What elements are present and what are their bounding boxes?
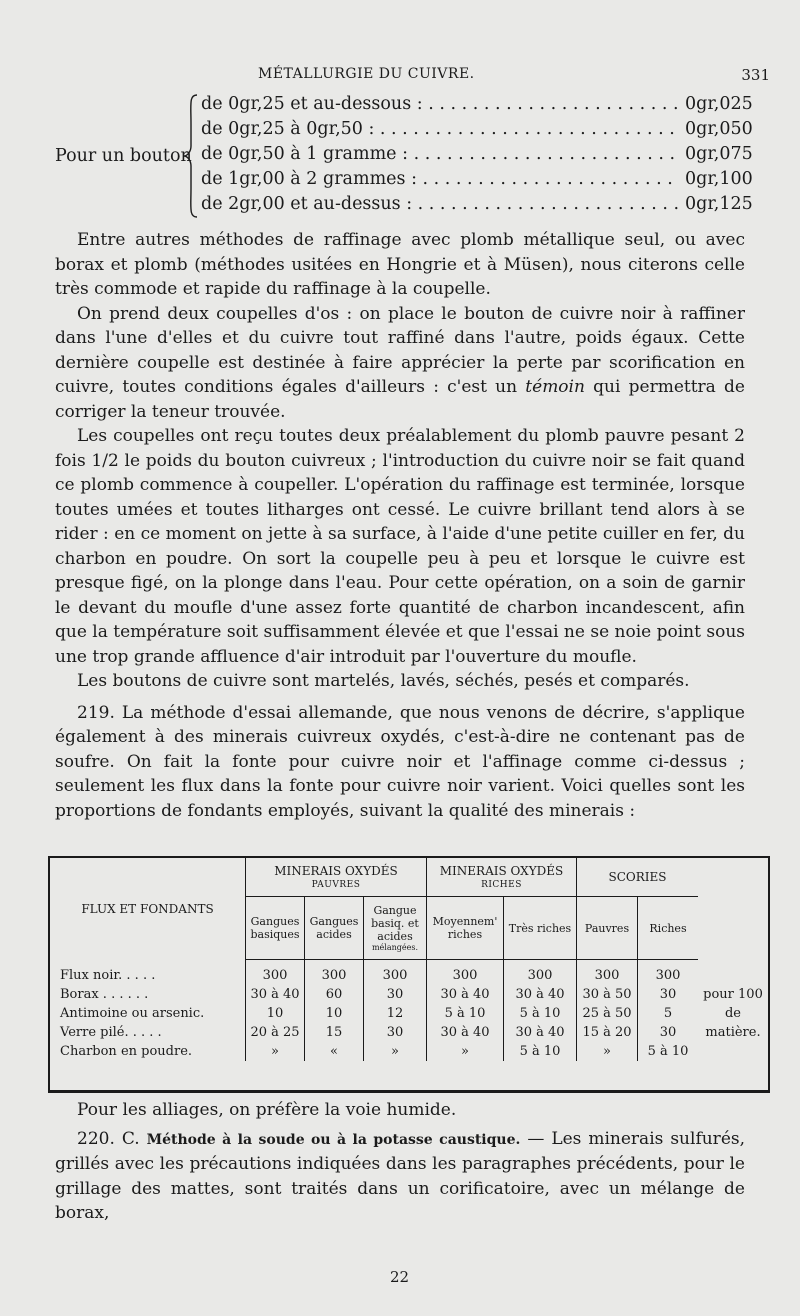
column-header-flux: FLUX ET FONDANTS	[81, 901, 214, 916]
table-row	[50, 1004, 768, 1023]
tariff-label: Pour un bouton	[55, 146, 192, 166]
running-header	[0, 66, 800, 86]
table-cell: 300	[364, 960, 427, 986]
subheader: Moyennem' riches	[427, 897, 504, 960]
paragraph: Pour les alliages, on préfère la voie humide.	[77, 1100, 457, 1120]
subheader: Gangue basiq. et acides mélangées.	[364, 897, 427, 960]
tariff-amount: 0gr,100	[679, 167, 761, 192]
subheader: Très riches	[504, 897, 577, 960]
left-brace-icon	[183, 94, 199, 218]
running-title: MÉTALLURGIE DU CUIVRE.	[258, 66, 475, 82]
table-cell: 300	[577, 960, 638, 986]
subheader: Gangues acides	[305, 897, 364, 960]
table-cell: 60	[305, 985, 364, 1004]
group-header-rich-ores: MINERAIS OXYDÉS RICHES	[427, 858, 577, 897]
table-cell: 30 à 40	[504, 985, 577, 1004]
signature-mark: 22	[390, 1268, 410, 1286]
tariff-rows	[201, 92, 761, 217]
table-cell: 10	[246, 1004, 305, 1023]
table-cell: 30	[638, 1023, 699, 1042]
paragraph: Entre autres méthodes de raffinage avec plomb métallique seul, ou avec borax et plomb (méthodes usitées en Hongrie et à Müsen), nous citerons celle très commode et rapide du raffinage à la coupelle.	[55, 230, 745, 299]
table-cell: 300	[427, 960, 504, 986]
tariff-condition: de 2gr,00 et au-dessus : . . . . . . . . . . . . . . . . . . . . . . . . . . . .	[201, 192, 679, 217]
table-cell: 5	[638, 1004, 699, 1023]
table-cell: »	[427, 1042, 504, 1061]
tariff-row	[201, 167, 761, 192]
table-cell: »	[246, 1042, 305, 1061]
table-cell: 30 à 40	[246, 985, 305, 1004]
note-header	[698, 858, 768, 960]
paragraph: Les boutons de cuivre sont martelés, lavés, séchés, pesés et comparés.	[77, 671, 690, 691]
table-row	[50, 960, 768, 986]
row-label: Charbon en poudre.	[60, 1044, 193, 1059]
group-header-scories: SCORIES	[577, 858, 699, 897]
tariff-amount: 0gr,125	[679, 192, 761, 217]
table-cell: 25 à 50	[577, 1004, 638, 1023]
table-cell: 5 à 10	[638, 1042, 699, 1061]
table-cell: «	[305, 1042, 364, 1061]
table-cell: »	[577, 1042, 638, 1061]
tariff-condition: de 1gr,00 à 2 grammes : . . . . . . . . . . . . . . . . . . . . . . . . . . . .	[201, 167, 679, 192]
tariff-condition: de 0gr,25 et au-dessous : . . . . . . . . . . . . . . . . . . . . . . . . . . . .	[201, 92, 679, 117]
group-header-poor-ores: MINERAIS OXYDÉS PAUVRES	[246, 858, 427, 897]
table-cell: »	[364, 1042, 427, 1061]
paragraph-219: 219. La méthode d'essai allemande, que nous venons de décrire, s'applique également à des minerais cuivreux oxydés, c'est-à-dire ne contenant pas de soufre. On fait la fonte pour cuivre noir et l'affinage comme ci-dessus ; seulement les flux dans la fonte pour cuivre noir varient. Voici quelles sont les proportions de fondants employés, suivant la qualité des minerais :	[55, 702, 745, 821]
table-cell: 15 à 20	[577, 1023, 638, 1042]
tariff-row	[201, 142, 761, 167]
paragraph: Les coupelles ont reçu toutes deux préalablement du plomb pauvre pesant 2 fois 1/2 le poids du bouton cuivreux ; l'introduction du cuivre noir se fait quand ce plomb commence à coupeller. L'opération du raffinage est terminée, lorsque toutes umées et toutes litharges ont cessé. Le cuivre brillant tend alors à se rider : en ce moment on jette à sa surface, à l'aide d'une petite cuiller en fer, du charbon en poudre. On sort la coupelle peu à peu et lorsque le cuivre est presque figé, on la plonge dans l'eau. Pour cette opération, on a soin de garnir le devant du moufle d'une assez forte quantité de charbon incandescent, afin que la température soit suffisamment élevée et que l'essai ne se noie point sous une trop grande affluence d'air introduit par l'ouverture du moufle.	[55, 426, 745, 667]
subheader: Gangues basiques	[246, 897, 305, 960]
table-cell: 10	[305, 1004, 364, 1023]
note-line: de	[724, 1005, 741, 1021]
row-label: Borax . . . . . .	[60, 987, 149, 1002]
paragraph: On prend deux coupelles d'os : on place le bouton de cuivre noir à raffiner dans l'une d'elles et du cuivre tout raffiné dans l'autre, poids égaux. Cette dernière coupelle est destinée à faire apprécier la perte par scorification en cuivre, toutes conditions égales d'ailleurs : c'est un témoin qui permettra de corriger la teneur trouvée.	[55, 303, 745, 422]
table-cell: 300	[504, 960, 577, 986]
table-cell: 30	[364, 985, 427, 1004]
table-cell: 300	[638, 960, 699, 986]
table-cell: 30 à 40	[504, 1023, 577, 1042]
page-number: 331	[741, 66, 770, 84]
table-cell: 30 à 40	[427, 985, 504, 1004]
emphasis: témoin	[525, 377, 585, 397]
tariff-row	[201, 117, 761, 142]
proportion-note	[698, 960, 768, 1062]
table-cell: 15	[305, 1023, 364, 1042]
body-text-continued	[55, 1098, 745, 1226]
tariff-condition: de 0gr,50 à 1 gramme : . . . . . . . . . . . . . . . . . . . . . . . . . . . .	[201, 142, 679, 167]
table-row	[50, 985, 768, 1004]
table-cell: 5 à 10	[504, 1004, 577, 1023]
table-cell: 300	[246, 960, 305, 986]
row-label: Antimoine ou arsenic.	[60, 1006, 205, 1021]
table-cell: 5 à 10	[427, 1004, 504, 1023]
row-label: Verre pilé. . . . .	[60, 1025, 162, 1040]
fluxes-table	[48, 856, 770, 1093]
table-cell: 30	[364, 1023, 427, 1042]
row-label: Flux noir. . . . .	[60, 967, 156, 983]
table-cell: 20 à 25	[246, 1023, 305, 1042]
paragraph-220: 220. C. Méthode à la soude ou à la potasse caustique. — Les minerais sulfurés, grillés avec les précautions indiquées dans les paragraphes précédents, pour le grillage des mattes, sont traités dans un corificatoire, avec un mélange de borax,	[55, 1128, 746, 1223]
table-row	[50, 1042, 768, 1061]
tariff-amount: 0gr,050	[679, 117, 761, 142]
table-cell: 30 à 50	[577, 985, 638, 1004]
tariff-row	[201, 92, 761, 117]
body-text	[55, 228, 745, 823]
tariff-amount: 0gr,075	[679, 142, 761, 167]
table-cell: 5 à 10	[504, 1042, 577, 1061]
tariff-row	[201, 192, 761, 217]
table-cell: 30	[638, 985, 699, 1004]
tariff-condition: de 0gr,25 à 0gr,50 : . . . . . . . . . . . . . . . . . . . . . . . . . . . .	[201, 117, 679, 142]
tariff-block	[55, 92, 753, 222]
table-row	[50, 1023, 768, 1042]
section-title: Méthode à la soude ou à la potasse caustique.	[146, 1131, 521, 1148]
table-cell: 300	[305, 960, 364, 986]
table-cell: 30 à 40	[427, 1023, 504, 1042]
subheader: Riches	[638, 897, 699, 960]
table-cell: 12	[364, 1004, 427, 1023]
note-line: matière.	[705, 1024, 761, 1040]
subheader: Pauvres	[577, 897, 638, 960]
note-line: pour 100	[703, 986, 763, 1002]
tariff-amount: 0gr,025	[679, 92, 761, 117]
